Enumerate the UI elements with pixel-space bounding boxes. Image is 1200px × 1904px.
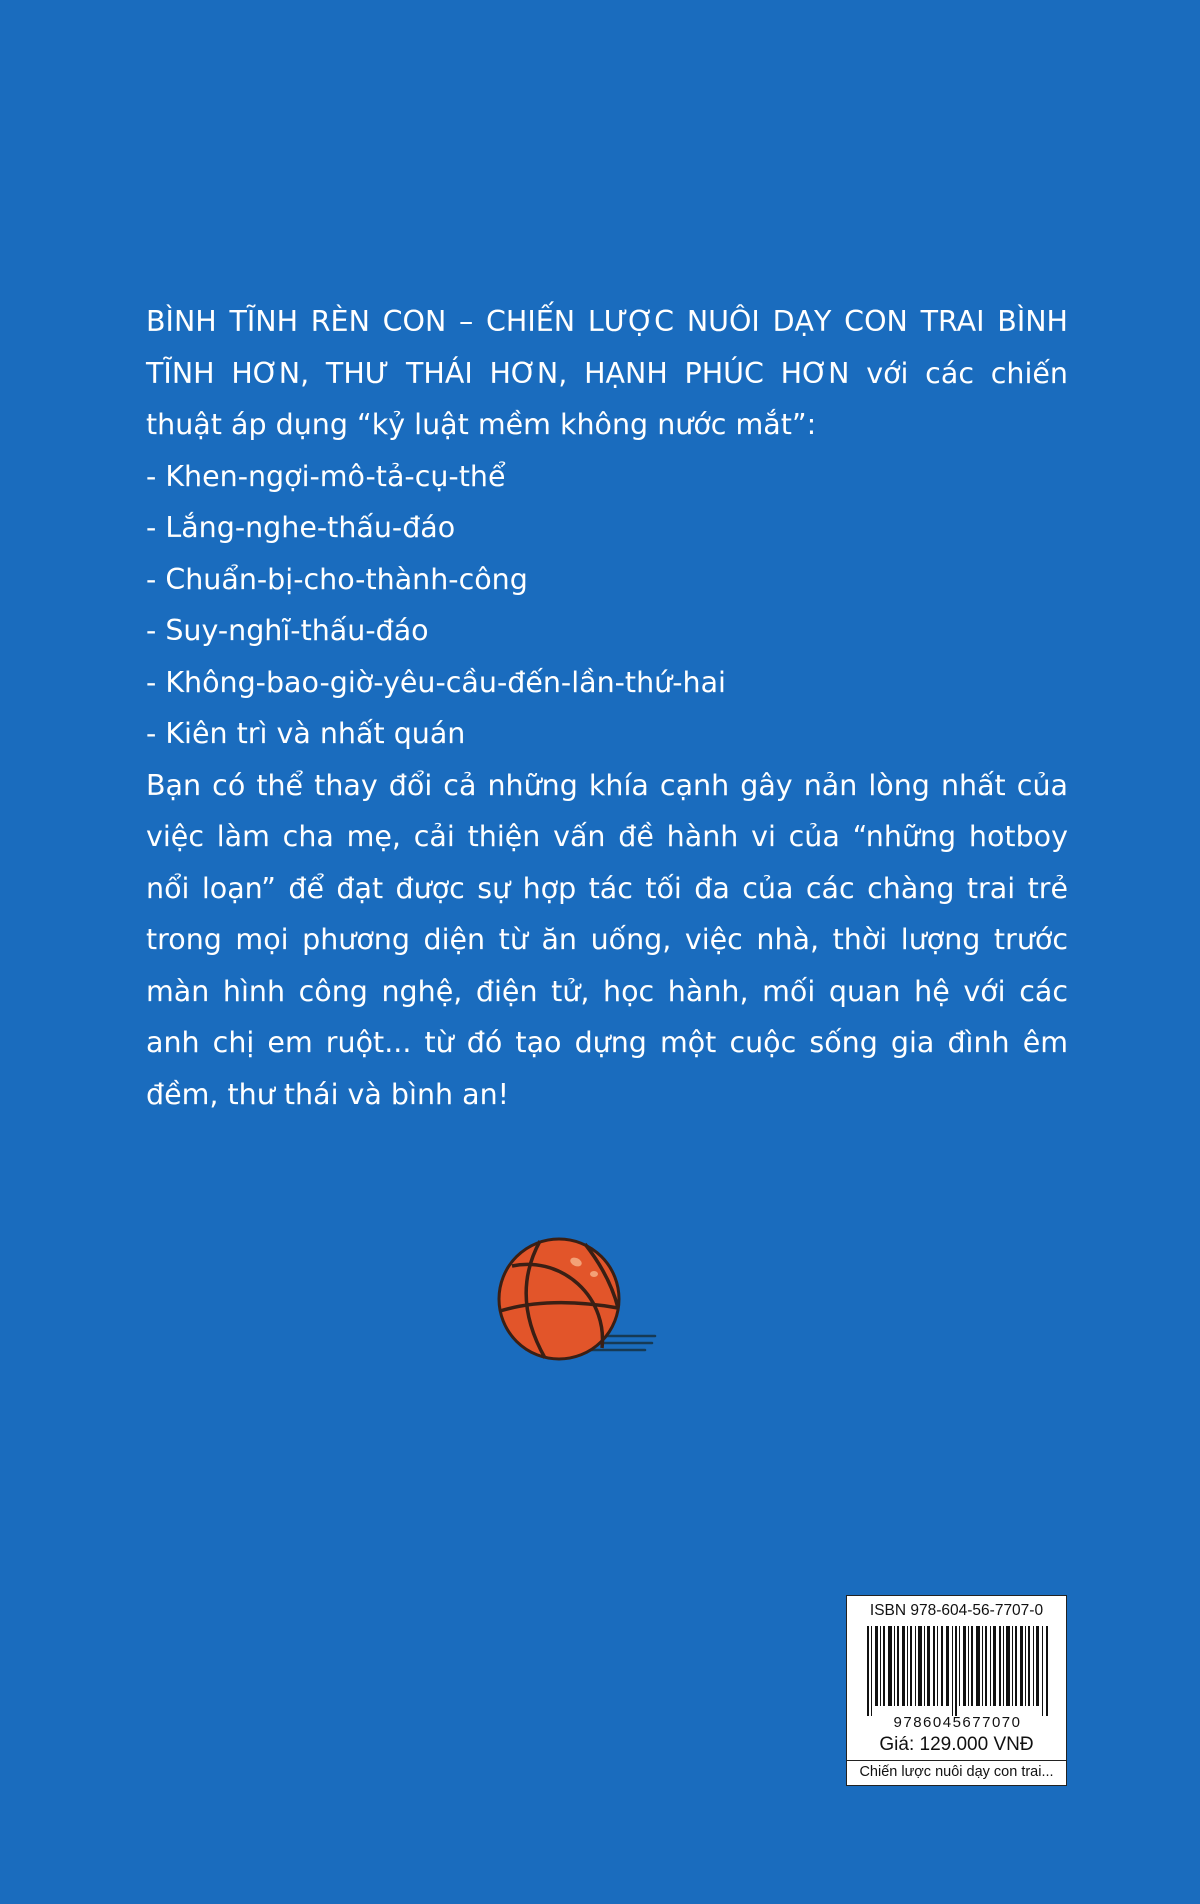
- blurb-intro: BÌNH TĨNH RÈN CON – CHIẾN LƯỢC NUÔI DẠY CON TRAI BÌNH TĨNH HƠN, THƯ THÁI HƠN, HẠNH PHÚC HƠN với các chiến thuật áp dụng “kỷ luật mềm không nước mắt”:: [146, 305, 1068, 441]
- tactic-item: - Khen-ngợi-mô-tả-cụ-thể: [146, 459, 506, 493]
- tactic-item: - Không-bao-giờ-yêu-cầu-đến-lần-thứ-hai: [146, 665, 726, 699]
- divider: [847, 1760, 1066, 1761]
- tactic-item: - Chuẩn-bị-cho-thành-công: [146, 562, 528, 596]
- isbn-number: ISBN 978-604-56-7707-0: [869, 1602, 1044, 1619]
- blurb-closing: Bạn có thể thay đổi cả những khía cạnh gây nản lòng nhất của việc làm cha mẹ, cải thiện vấn đề hành vi của “những hotboy nổi loạn” để đạt được sự hợp tác tối đa của các chàng trai trẻ trong mọi phương diện từ ăn uống, việc nhà, thời lượng trước màn hình công nghệ, điện tử, học hành, mối quan hệ với các anh chị em ruột... từ đó tạo dựng một cuộc sống gia đình êm đềm, thư thái và bình an!: [146, 768, 1068, 1111]
- barcode-digits: 9786045677070: [893, 1714, 1022, 1731]
- barcode-label: [846, 1595, 1067, 1786]
- price-label: Giá: 129.000 VNĐ: [879, 1734, 1034, 1755]
- basketball-icon: [490, 1236, 660, 1361]
- tactic-item: - Kiên trì và nhất quán: [146, 717, 466, 750]
- blurb-text: [146, 296, 1068, 1120]
- tactics-list: [146, 451, 1068, 760]
- tactic-item: - Lắng-nghe-thấu-đáo: [146, 511, 456, 544]
- book-short-title: Chiến lược nuôi dạy con trai...: [859, 1764, 1054, 1780]
- tactic-item: - Suy-nghĩ-thấu-đáo: [146, 614, 429, 647]
- barcode-icon: [867, 1626, 1051, 1716]
